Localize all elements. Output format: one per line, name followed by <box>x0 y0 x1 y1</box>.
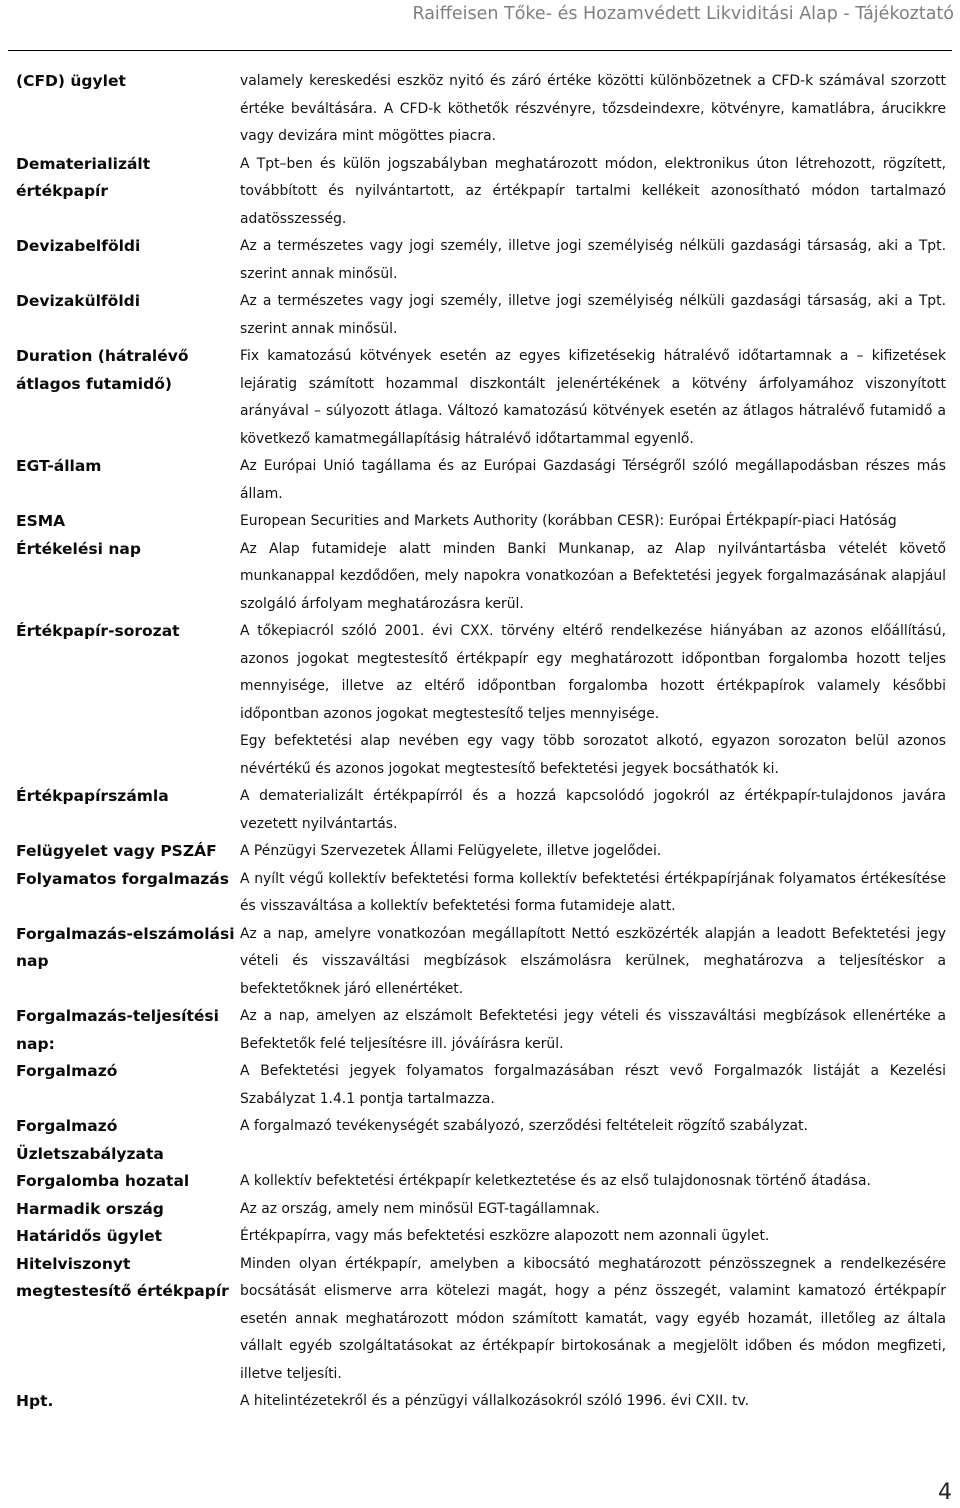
glossary-entry <box>16 343 946 453</box>
glossary-entry <box>16 536 946 619</box>
glossary-entry <box>16 1058 946 1113</box>
header-divider <box>8 50 952 51</box>
glossary-definition: Az Alap futamideje alatt minden Banki Munkanap, az Alap nyilvántartásba vételét követő munkanappal kezdődően, mely napokra vonatkozóan a Befektetési jegyek forgalmazásának alapjául szolgáló árfolyam meghatározásra kerül. <box>240 540 946 612</box>
glossary-definition-cell <box>240 1058 946 1113</box>
glossary-definition: valamely kereskedési eszköz nyitó és záró értéke közötti különbözetnek a CFD-k számával szorzott értéke beváltására. A CFD-k köthetők részvényre, tőzsdeindexre, kötvényre, kamatlábra, árucikkre vagy devizára mint mögöttes piacra. <box>240 73 946 144</box>
glossary-definition: Az a nap, amelyen az elszámolt Befektetési jegy vételi és visszaváltási megbízások ellenértéke a Befektetők felé teljesítésre ill. jóváírásra kerül. <box>240 1008 946 1052</box>
glossary-definition-cell <box>240 783 946 838</box>
glossary-definition-cell <box>240 536 946 619</box>
glossary-definition: Az a nap, amelyre vonatkozóan megállapított Nettó eszközérték alapján a leadott Befektetési jegy vételi és visszaváltási megbízások elszámolásra kerülnek, meghatározva a teljesítéskor a befektetőknek járó ellenértéket. <box>240 925 946 997</box>
glossary-term: Devizabelföldi <box>16 237 141 255</box>
glossary-entry <box>16 1196 946 1224</box>
glossary-entry <box>16 1113 946 1168</box>
glossary-definition: European Securities and Markets Authority (korábban CESR): Európai Értékpapír-piaci Hatóság <box>240 513 897 529</box>
glossary-definition: A Befektetési jegyek folyamatos forgalmazásában részt vevő Forgalmazók listáját a Kezelési Szabályzat 1.4.1 pontja tartalmazza. <box>240 1063 946 1107</box>
glossary-term: (CFD) ügylet <box>16 72 126 90</box>
glossary-definition: A tőkepiacról szóló 2001. évi CXX. törvény eltérő rendelkezése hiányában az azonos előállítású, azonos jogokat megtestesítő értékpapír egy meghatározott időpontban forgalomba hozott teljes mennyisége, illetve az eltérő időpontban forgalomba hozott értékpapírok valamely későbbi időpontban azonos jogokat megtestesítő teljes mennyisége. <box>240 623 946 722</box>
glossary-entry <box>16 921 946 1004</box>
glossary-term: Határidős ügylet <box>16 1227 163 1245</box>
glossary-definition: A Pénzügyi Szervezetek Állami Felügyelete, illetve jogelődei. <box>240 843 662 859</box>
glossary-entry <box>16 1003 946 1058</box>
glossary-definition: Minden olyan értékpapír, amelyben a kibocsátó meghatározott pénzösszegnek a rendelkezésére bocsátását elismerve arra kötelezi magát, hogy a pénz összegét, valamint kamatozó értékpapír esetén annak meghatározott módon számított kamatát, vagy egyéb hozamát, illetőleg az általa vállalt egyéb szolgáltatásokat az értékpapír birtokosának a megjelölt időben és módon megfizeti, illetve teljesíti. <box>240 1255 946 1382</box>
glossary-definition-cell <box>240 68 946 151</box>
glossary-term: Értékelési nap <box>16 539 141 558</box>
glossary-term: Devizakülföldi <box>16 292 141 310</box>
glossary-entry <box>16 618 946 783</box>
glossary-term: Forgalmazás-teljesítési nap: <box>16 1007 219 1053</box>
glossary-definition: A Tpt–ben és külön jogszabályban meghatározott módon, elektronikus úton létrehozott, rögzített, továbbított és nyilvántartott, az értékpapír tartalmi kellékeit azonosítható módon tartalmazó adatösszesség. <box>240 155 946 227</box>
glossary-entry <box>16 288 946 343</box>
glossary-entry <box>16 151 946 234</box>
glossary-term: Felügyelet vagy PSZÁF <box>16 842 217 860</box>
glossary-definition: Az az ország, amely nem minősül EGT-tagállamnak. <box>240 1200 600 1217</box>
glossary-definition-cell <box>240 453 946 508</box>
glossary-entry <box>16 233 946 288</box>
glossary-term: Forgalmazó <box>16 1062 118 1080</box>
glossary-term: Forgalomba hozatal <box>16 1172 190 1190</box>
glossary-term: Értékpapír-sorozat <box>16 622 180 640</box>
glossary-entry <box>16 68 946 151</box>
glossary-entry <box>16 453 946 508</box>
glossary-entry <box>16 1168 946 1196</box>
glossary-definition: Az a természetes vagy jogi személy, illetve jogi személyiség nélküli gazdasági társaság, aki a Tpt. szerint annak minősül. <box>240 293 946 337</box>
glossary-entry <box>16 1251 946 1389</box>
glossary-term: EGT-állam <box>16 457 102 475</box>
glossary-definition-cell <box>240 1223 946 1251</box>
glossary-term: Értékpapírszámla <box>16 787 169 805</box>
glossary-definition: Az a természetes vagy jogi személy, illetve jogi személyiség nélküli gazdasági társaság, aki a Tpt. szerint annak minősül. <box>240 238 946 282</box>
glossary-term: Dematerializált értékpapír <box>16 154 151 200</box>
glossary-definition-cell <box>240 1196 946 1224</box>
glossary-definition: Értékpapírra, vagy más befektetési eszközre alapozott nem azonnali ügylet. <box>240 1228 770 1244</box>
glossary-definition: Egy befektetési alap nevében egy vagy több sorozatot alkotó, egyazon sorozaton belül azonos névértékű és azonos jogokat megtestesítő befektetési jegyek bocsáthatók ki. <box>240 733 946 777</box>
glossary-term: ESMA <box>16 512 66 530</box>
glossary-entry <box>16 838 946 866</box>
glossary-term: Hpt. <box>16 1392 54 1410</box>
glossary-term: Hitelviszonyt megtestesítő értékpapír <box>16 1254 229 1300</box>
glossary-definition-cell <box>240 1113 946 1141</box>
glossary-definition-cell <box>240 233 946 288</box>
glossary-table <box>16 68 946 1416</box>
glossary-definition-cell <box>240 151 946 234</box>
glossary-definition-cell <box>240 618 946 783</box>
glossary-definition-cell <box>240 288 946 343</box>
glossary-definition: A nyílt végű kollektív befektetési forma kollektív befektetési értékpapírjának folyamatos értékesítése és visszaváltása a kollektív befektetési forma futamideje alatt. <box>240 870 946 914</box>
glossary-definition: Fix kamatozású kötvények esetén az egyes kifizetésekig hátralévő időtartamnak a – kifizetések lejáratig számított hozammal diszkontált jelenértékének a kötvény árfolyamához viszonyított arányával – súlyozott átlaga. Változó kamatozású kötvények esetén az átlagos hátralévő futamidő a következő kamatmegállapításig hátralévő időtartammal egyenlő. <box>240 348 946 447</box>
glossary-entry <box>16 866 946 921</box>
glossary-term: Harmadik ország <box>16 1199 164 1218</box>
glossary-definition: A dematerializált értékpapírról és a hozzá kapcsolódó jogokról az értékpapír-tulajdonos javára vezetett nyilvántartás. <box>240 788 946 832</box>
glossary-term: Duration (hátralévő átlagos futamidő) <box>16 347 189 393</box>
glossary-definition-cell <box>240 866 946 921</box>
glossary-definition-cell <box>240 343 946 453</box>
glossary-definition-cell <box>240 838 946 866</box>
glossary-entry <box>16 1388 946 1416</box>
glossary-term: Forgalmazás-elszámolási nap <box>16 924 235 970</box>
glossary-term: Folyamatos forgalmazás <box>16 869 229 888</box>
glossary-term: Forgalmazó Üzletszabályzata <box>16 1117 164 1163</box>
glossary-definition-cell <box>240 508 946 536</box>
glossary-definition: A forgalmazó tevékenységét szabályozó, szerződési feltételeit rögzítő szabályzat. <box>240 1118 808 1134</box>
glossary-definition-cell <box>240 921 946 1004</box>
glossary-entry <box>16 1223 946 1251</box>
glossary-entry <box>16 783 946 838</box>
glossary-definition: A hitelintézetekről és a pénzügyi vállalkozásokról szóló 1996. évi CXII. tv. <box>240 1393 750 1409</box>
glossary-entry <box>16 508 946 536</box>
glossary-definition: A kollektív befektetési értékpapír keletkeztetése és az első tulajdonosnak történő átadása. <box>240 1173 871 1189</box>
glossary-definition-cell <box>240 1168 946 1196</box>
page-header-title: Raiffeisen Tőke- és Hozamvédett Likviditási Alap - Tájékoztató <box>412 4 954 24</box>
glossary-definition-cell <box>240 1251 946 1389</box>
glossary-definition-cell <box>240 1003 946 1058</box>
glossary-definition: Az Európai Unió tagállama és az Európai Gazdasági Térségről szóló megállapodásban részes más állam. <box>240 458 946 502</box>
glossary-definition-cell <box>240 1388 946 1416</box>
page-number: 4 <box>938 1480 952 1505</box>
